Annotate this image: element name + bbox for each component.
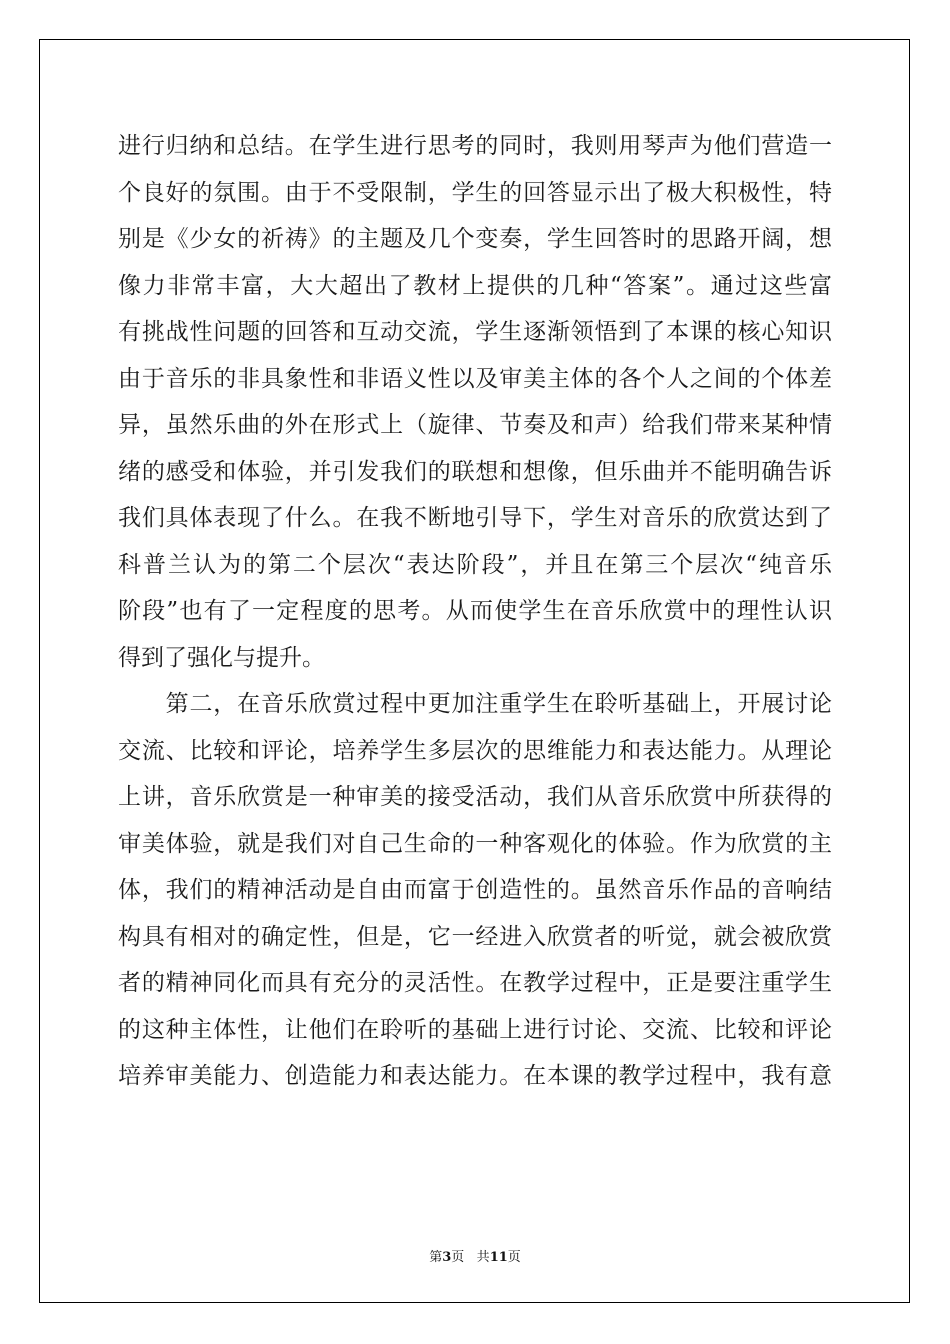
text-line: 异，虽然乐曲的外在形式上（旋律、节奏及和声）给我们带来某种情 — [118, 412, 832, 438]
page-suffix: 页 — [451, 1250, 465, 1265]
total-suffix: 页 — [507, 1250, 521, 1265]
text-line: 绪的感受和体验，并引发我们的联想和想像，但乐曲并不能明确告诉 — [118, 458, 832, 485]
text-line: 科普兰认为的第二个层次“表达阶段”，并且在第三个层次“纯音乐 — [118, 551, 832, 578]
page-footer — [0, 1246, 950, 1265]
text-line: 我们具体表现了什么。在我不断地引导下，学生对音乐的欣赏达到了 — [118, 505, 832, 531]
text-line: 像力非常丰富，大大超出了教材上提供的几种“答案”。通过这些富 — [118, 272, 832, 299]
text-line: 个良好的氛围。由于不受限制，学生的回答显示出了极大积极性，特 — [118, 179, 832, 206]
text-line: 得到了强化与提升。 — [118, 644, 325, 671]
text-line: 培养审美能力、创造能力和表达能力。在本课的教学过程中，我有意 — [118, 1063, 832, 1089]
text-line: 交流、比较和评论，培养学生多层次的思维能力和表达能力。从理论 — [118, 737, 832, 764]
document-body — [118, 123, 832, 1100]
total-prefix: 共 — [476, 1250, 490, 1265]
text-line: 由于音乐的非具象性和非语义性以及审美主体的各个人之间的个体差 — [118, 365, 832, 392]
text-line: 进行归纳和总结。在学生进行思考的同时，我则用琴声为他们营造一 — [118, 133, 832, 159]
text-line: 有挑战性问题的回答和互动交流，学生逐渐领悟到了本课的核心知识 — [118, 319, 832, 345]
text-line: 阶段”也有了一定程度的思考。从而使学生在音乐欣赏中的理性认识 — [118, 598, 832, 624]
text-line: 体，我们的精神活动是自由而富于创造性的。虽然音乐作品的音响结 — [118, 877, 832, 903]
page-number: 3 — [442, 1250, 452, 1265]
text-line: 的这种主体性，让他们在聆听的基础上进行讨论、交流、比较和评论 — [118, 1016, 832, 1043]
text-line: 者的精神同化而具有充分的灵活性。在教学过程中，正是要注重学生 — [118, 970, 832, 996]
text-line: 上讲，音乐欣赏是一种审美的接受活动，我们从音乐欣赏中所获得的 — [118, 784, 832, 810]
text-line: 别是《少女的祈祷》的主题及几个变奏，学生回答时的思路开阔，想 — [118, 226, 832, 252]
text-line: 第二，在音乐欣赏过程中更加注重学生在聆听基础上，开展讨论 — [118, 691, 832, 717]
total-pages: 11 — [489, 1250, 508, 1265]
page-prefix: 第 — [429, 1250, 443, 1265]
text-line: 审美体验，就是我们对自己生命的一种客观化的体验。作为欣赏的主 — [118, 830, 832, 857]
text-line: 构具有相对的确定性，但是，它一经进入欣赏者的听觉，就会被欣赏 — [118, 923, 832, 950]
